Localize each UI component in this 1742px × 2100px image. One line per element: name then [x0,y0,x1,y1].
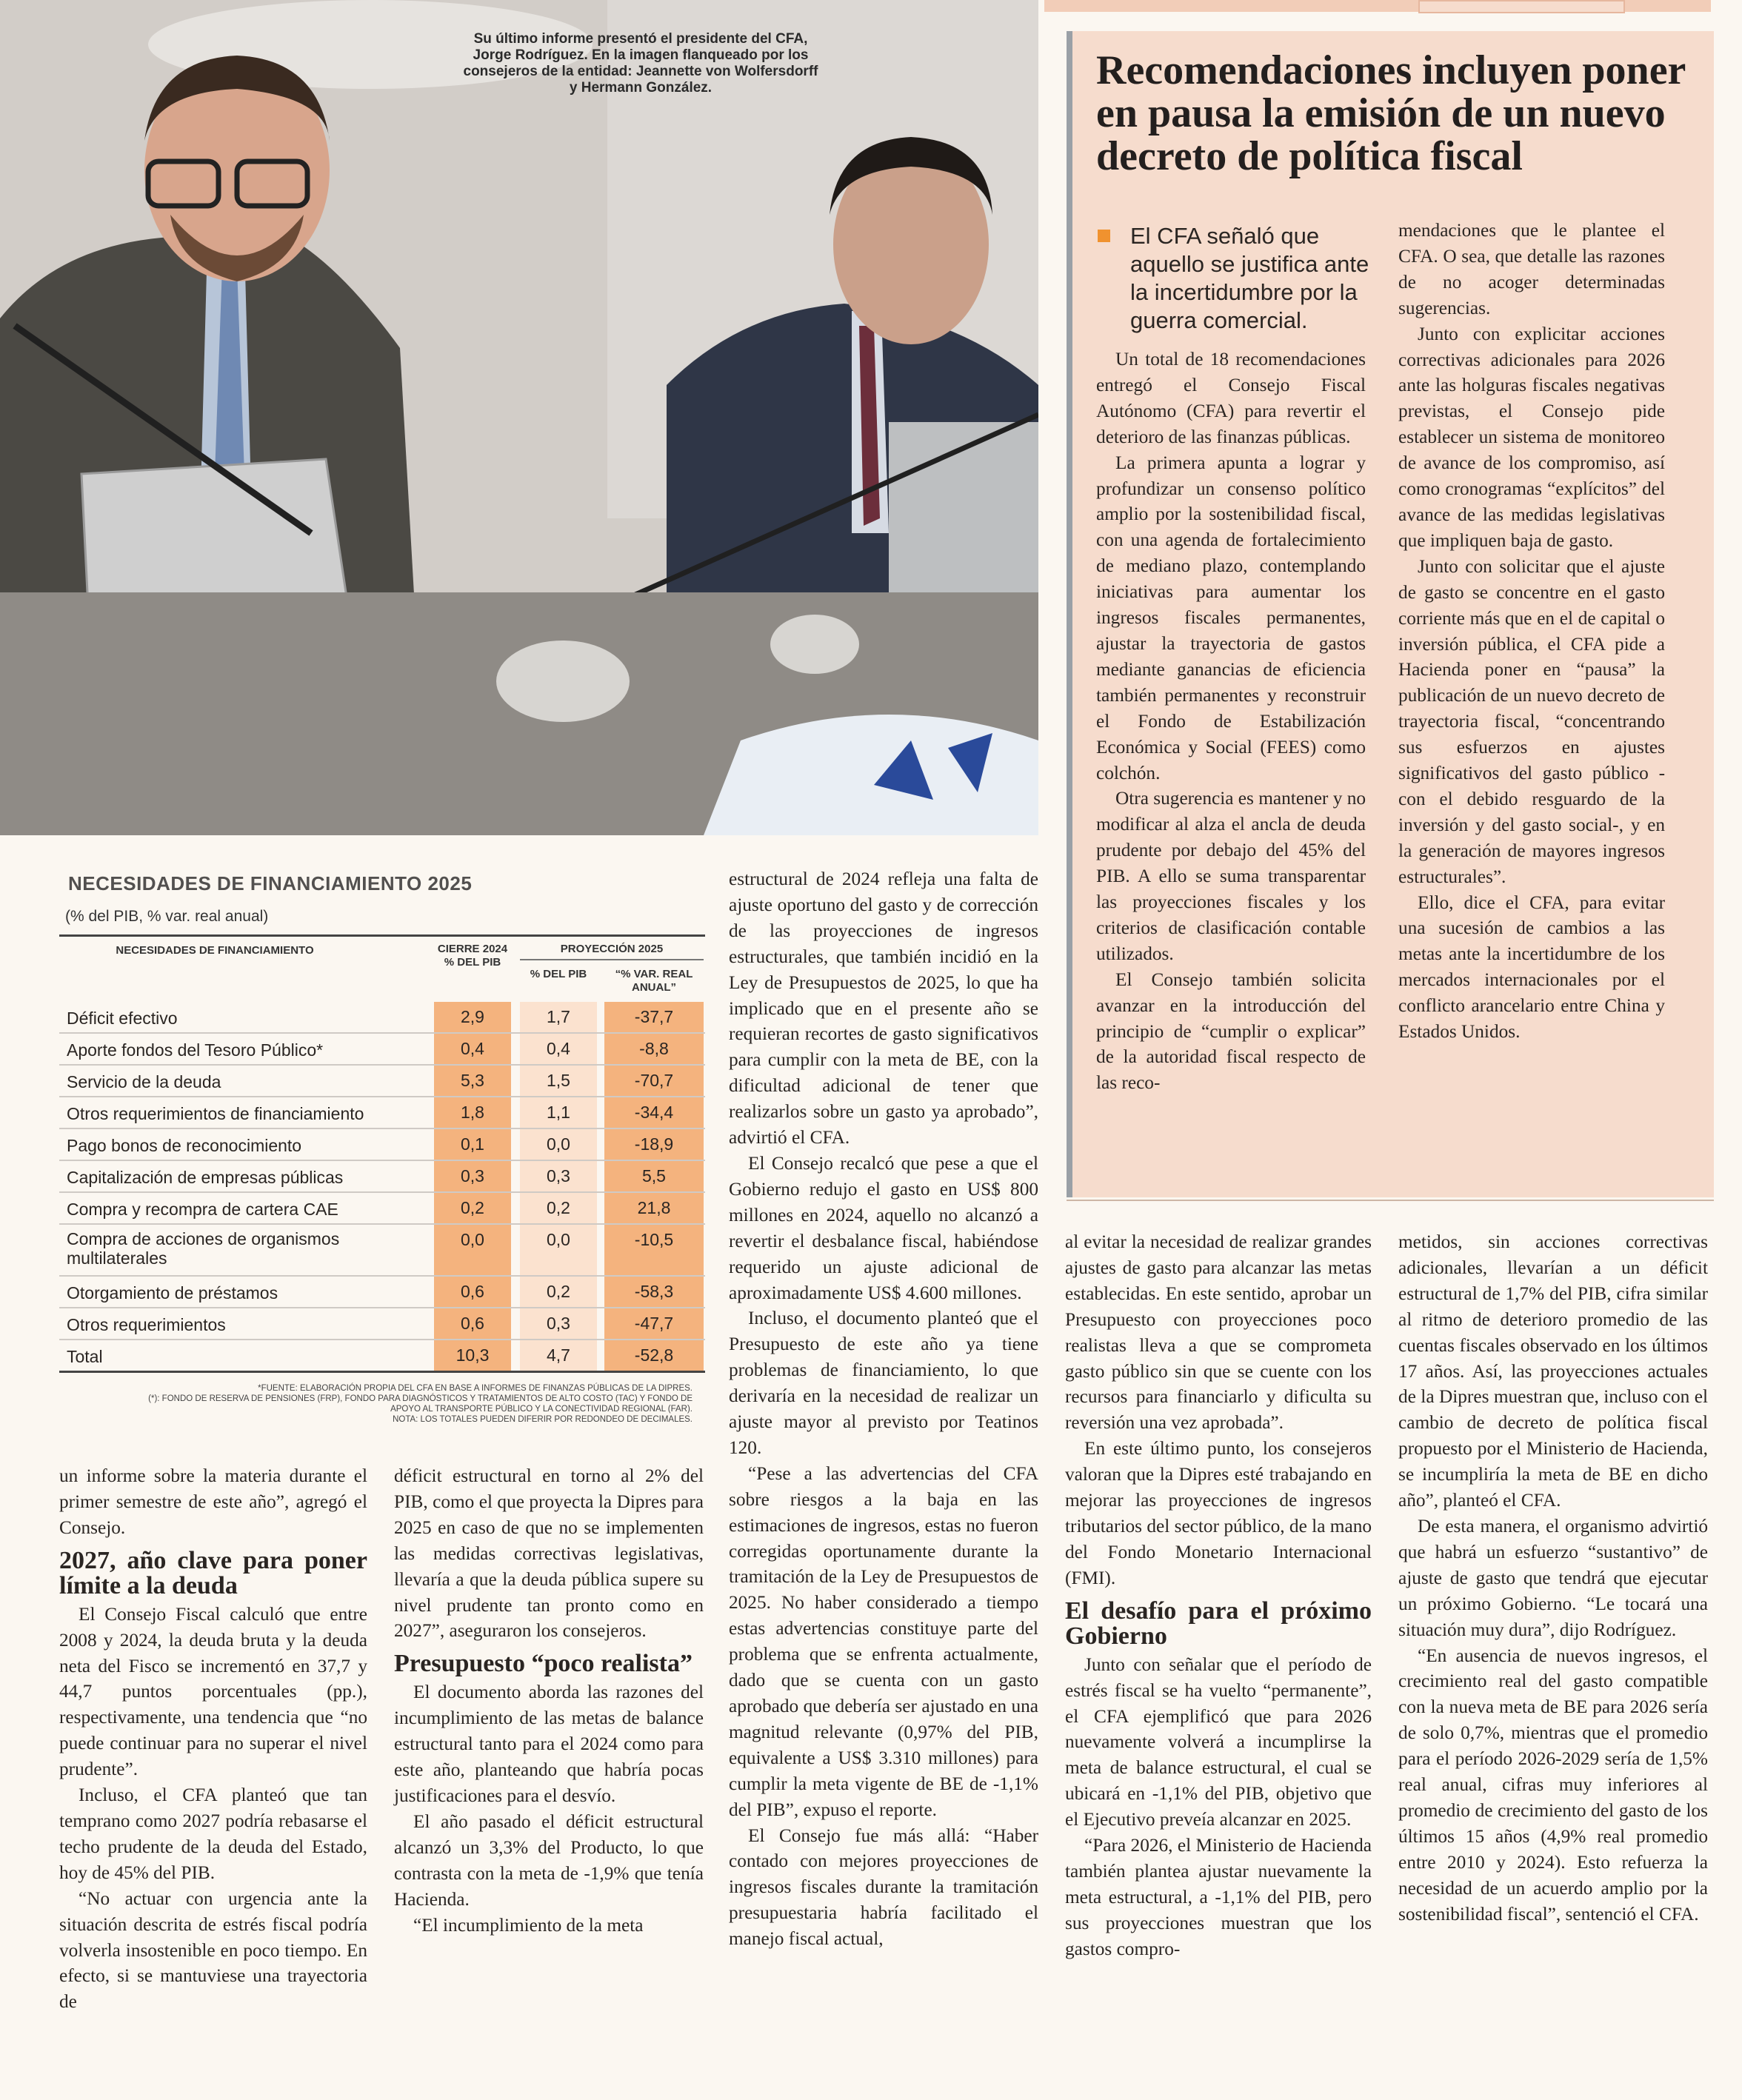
article-column-5 [1398,1229,1708,1927]
row-label: Pago bonos de reconocimiento [67,1136,302,1155]
table-row [59,1097,705,1129]
paragraph: La primera apunta a lograr y profundizar un consenso político amplio por la sostenibilidad fiscal, con una agenda de fortalecimiento de mediano plazo, contemplando iniciativas para aumentar los ingresos fiscales permanentes, ajustar la trayectoria de gastos mediante ganancias de eficiencia también permanentes y reconstruir el Fondo de Estabilización Económica y Social (FEES) como colchón. [1096,452,1366,783]
paragraph: Ello, dice el CFA, para evitar una sucesión de cambios a las metas ante la incertidumbre de los mercados internacionales por el conflicto arancelario entre China y Estados Unidos. [1398,892,1665,1043]
article-column-2 [394,1463,704,1938]
cell-pib: 0,4 [520,1034,597,1064]
table-title: NECESIDADES DE FINANCIAMIENTO 2025 [68,872,473,894]
cell-var: -8,8 [604,1034,704,1064]
cell-var: -18,9 [604,1129,704,1160]
paragraph: Incluso, el documento planteó que el Presupuesto de este año ya tiene problemas de financiamiento, lo que derivaría en la necesidad de realizar un ajuste mayor al previsto por Teatinos 120. [729,1308,1038,1458]
cell-var: -37,7 [604,1002,704,1032]
cell-var: -34,4 [604,1097,704,1128]
cell-var: -70,7 [604,1066,704,1096]
article-column-4 [1065,1229,1372,1962]
paragraph: “En ausencia de nuevos ingresos, el crecimiento real del gasto compatible con la nueva meta de BE para 2026 sería de solo 0,7%, mientras que el promedio para el período 2026-2029 sería de 1,5% real anual, cifras muy inferiores al promedio de crecimiento del gasto de los últimos 15 años (4,9% real promedio entre 2010 y 2024). Esto refuerza la necesidad de un acuerdo amplio por la sostenibilidad fiscal”, sentenció el CFA. [1398,1645,1708,1925]
paragraph: El Consejo recalcó que pese a que el Gobierno redujo el gasto en US$ 800 millones en 2024, aquello no alcanzó a revertir el desbalance fiscal, habiéndose requerido un ajuste adicional de aproximadamente US$ 4.600 millones. [729,1152,1038,1303]
header-var: “% VAR. REAL ANUAL” [615,968,693,994]
table-body [59,1002,705,1373]
paragraph: Junto con solicitar que el ajuste de gasto se concentre en el gasto corriente más que en el de capital o inversión pública, el CFA pide a Hacienda poner en “pausa” la publicación de un nuevo decreto de trayectoria fiscal, “concentrando sus esfuerzos en ajustes significativos del gasto público -con el debido resguardo de la inversión y del gasto social-, y en la generación de mayores ingresos estructurales”. [1398,555,1665,887]
sidebar-divider [1067,1200,1714,1201]
cell-pib: 0,2 [520,1193,597,1223]
table-row [59,1066,705,1097]
row-label: Capitalización de empresas públicas [67,1168,344,1187]
article-column-1 [59,1463,367,2015]
paragraph: El Consejo también solicita avanzar en la introducción del principio de “cumplir o explicar” de la autoridad fiscal respecto de las reco- [1096,969,1366,1094]
cell-pib: 4,7 [520,1340,597,1371]
row-label: Aporte fondos del Tesoro Público* [67,1040,324,1060]
cell-cierre: 0,2 [434,1193,511,1223]
subheading: El desafío para el próximo Gobierno [1065,1596,1372,1650]
paragraph: Otra sugerencia es mantener y no modificar al alza el ancla de deuda prudente por debajo del 45% del PIB. A ello se suma transparentar las proyecciones fiscales y los criterios de clasificación contable utilizados. [1096,788,1366,964]
table-note: (*): FONDO DE RESERVA DE PENSIONES (FRP), FONDO PARA DIAGNÓSTICOS Y TRATAMIENTOS DE ALTO COSTO (TAC) Y FONDO DE APOYO AL TRANSPORTE PÚBLICO Y LA CONECTIVIDAD REGIONAL (FAR). [148,1394,693,1414]
sidebar-column-1 [1096,347,1366,1096]
paragraph: un informe sobre la materia durante el primer semestre de este año”, agregó el Consejo. [59,1465,367,1538]
sidebar-lead-text: El CFA señaló que aquello se justifica ante la incertidumbre por la guerra comercial. [1130,223,1369,333]
header-proyeccion: PROYECCIÓN 2025 [520,943,704,960]
paragraph: De esta manera, el organismo advirtió que habrá un esfuerzo “sustantivo” de ajuste de gasto que tendrá que ejecutar un próximo Gobierno. “Le tocará una situación muy dura”, dijo Rodríguez. [1398,1515,1708,1640]
paragraph: Junto con señalar que el período de estrés fiscal se ha vuelto “permanente”, el CFA ejemplificó que para 2026 nuevamente volverá a incumplirse la meta de balance estructural, el cual se ubicará en -1,1% del PIB, objetivo que el Ejecutivo preveía alcanzar en 2025. [1065,1653,1372,1830]
row-label: Compra de acciones de organismos multilaterales [67,1229,340,1268]
subheading: Presupuesto “poco realista” [394,1650,693,1678]
table-subtitle: (% del PIB, % var. real anual) [65,908,269,925]
paragraph: al evitar la necesidad de realizar grandes ajustes de gasto para alcanzar las metas establecidas. En este sentido, aprobar un Presupuesto con proyecciones poco realistas lleva a que se comprometa gasto público sin que se cuente con los recursos para financiarlo y dificulta su reversión una vez aprobada”. [1065,1231,1372,1434]
cell-cierre: 0,1 [434,1129,511,1160]
table-row [59,1340,705,1373]
header-pib: % DEL PIB [530,968,587,980]
cell-pib: 0,3 [520,1161,597,1191]
paragraph: Incluso, el CFA planteó que tan temprano como 2027 podría rebasarse el techo prudente de la deuda del Estado, hoy de 45% del PIB. [59,1785,367,1883]
cell-cierre: 2,9 [434,1002,511,1032]
cell-pib: 1,1 [520,1097,597,1128]
financing-table [59,934,705,1373]
paragraph: “El incumplimiento de la meta [413,1914,644,1936]
sidebar-lead [1098,222,1379,335]
paragraph: déficit estructural en torno al 2% del PIB, como el que proyecta la Dipres para 2025 en caso de que no se implementen las medidas correctivas legislativas, llevaría a que la deuda pública supere su nivel prudente tan pronto como en 2027”, aseguraron los consejeros. [394,1465,704,1642]
row-label: Otorgamiento de préstamos [67,1283,278,1303]
cell-cierre: 0,0 [434,1225,511,1275]
cell-var: -10,5 [604,1225,704,1275]
paragraph: El Consejo Fiscal calculó que entre 2008 y 2024, la deuda bruta y la deuda neta del Fisco se incrementó en 37,7 y 44,7 puntos porcentuales (pp.), respectivamente, una tendencia que “no puede continuar para no superar el nivel prudente”. [59,1603,367,1780]
photo-illustration [0,0,1038,835]
cell-pib: 1,7 [520,1002,597,1032]
article-column-3 [729,866,1038,1952]
paragraph: El año pasado el déficit estructural alcanzó un 3,3% del Producto, lo que contrasta con la meta de -1,9% que tenía Hacienda. [394,1810,704,1910]
row-label: Déficit efectivo [67,1009,178,1028]
news-photo [0,0,1038,835]
table-row [59,1308,705,1340]
paragraph: El Consejo fue más allá: “Haber contado con mejores proyecciones de ingresos fiscales durante la tramitación presupuestaria habría facilitado el manejo fiscal actual, [729,1825,1038,1950]
cell-pib: 1,5 [520,1066,597,1096]
bullet-square-icon [1098,230,1110,242]
cell-var: 21,8 [604,1193,704,1223]
photo-caption: Su último informe presentó el presidente del CFA, Jorge Rodríguez. En la imagen flanqueado por los consejeros de la entidad: Jeannette von Wolfersdorff y Hermann González. [463,31,818,96]
paragraph: “Para 2026, el Ministerio de Hacienda también plantea ajustar nuevamente la meta estructural, a -1,1% del PIB, pero sus proyecciones muestran que los gastos compro- [1065,1835,1372,1959]
table-row [59,1193,705,1225]
table-note: NOTA: LOS TOTALES PUEDEN DIFERIR POR REDONDEO DE DECIMALES. [393,1415,693,1424]
sidebar-headline: Recomendaciones incluyen poner en pausa la emisión de un nuevo decreto de política fiscal [1096,47,1686,179]
table-row [59,1002,705,1034]
table-row [59,1277,705,1308]
cell-cierre: 0,3 [434,1161,511,1191]
cell-var: -47,7 [604,1308,704,1339]
cell-cierre: 1,8 [434,1097,511,1128]
cell-pib: 0,3 [520,1308,597,1339]
cell-pib: 0,0 [520,1129,597,1160]
table-row [59,1161,705,1193]
cell-cierre: 10,3 [434,1340,511,1371]
top-color-tab [1418,0,1625,13]
table-notes [119,1383,693,1425]
row-label: Otros requerimientos [67,1315,226,1334]
sidebar-column-2 [1398,218,1665,1045]
paragraph: Un total de 18 recomendaciones entregó el Consejo Fiscal Autónomo (CFA) para revertir el deterioro de las finanzas públicas. [1096,349,1366,447]
table-row [59,1129,705,1161]
paragraph: “Pese a las advertencias del CFA sobre riesgos a la baja en las estimaciones de ingresos, estas no fueron corregidas oportunamente durante la tramitación de la Ley de Presupuestos de 2025. No haber considerado a tiempo estas advertencias constituye parte del problema que se enfrenta actualmente, dado que se cuenta con un gasto aprobado que debería ser ajustado en una magnitud relevante (0,97% del PIB, equivalente a US$ 3.310 millones) para cumplir la meta vigente de BE de -1,1% del PIB”, expuso el reporte. [729,1462,1038,1820]
paragraph: metidos, sin acciones correctivas adicionales, llevarían a un déficit estructural de 1,7% del PIB, cifra similar al ritmo de deterioro promedio de las cuentas fiscales observado en los últimos 17 años. Así, las proyecciones actuales de la Dipres muestran que, incluso con el cambio de decreto de política fiscal propuesto por el Ministerio de Hacienda, se incumpliría la meta de BE en dicho año”, planteó el CFA. [1398,1231,1708,1511]
cell-cierre: 0,6 [434,1277,511,1307]
row-label: Servicio de la deuda [67,1072,221,1091]
cell-cierre: 5,3 [434,1066,511,1096]
paragraph: estructural de 2024 refleja una falta de ajuste oportuno del gasto y de corrección de las proyecciones de ingresos estructurales, que también incidió en la Ley de Presupuestos de 2025, lo que ha implicado que en el presente año se requieran recortes de gasto significativos para cumplir con la meta de BE, con la dificultad adicional de tener que realizarlos sobre un gasto ya aprobado”, advirtió el CFA. [729,869,1038,1148]
cell-pib: 0,0 [520,1225,597,1275]
table-note: *FUENTE: ELABORACIÓN PROPIA DEL CFA EN BASE A INFORMES DE FINANZAS PÚBLICAS DE LA DIPRES. [258,1384,693,1393]
paragraph: El documento aborda las razones del incumplimiento de las metas de balance estructural tanto para el 2024 como para este año, planteando que habría pocas justificaciones para el desvío. [394,1682,704,1806]
row-label: Compra y recompra de cartera CAE [67,1200,338,1219]
cell-pib: 0,2 [520,1277,597,1307]
table-header [59,934,705,1002]
row-label: Total [67,1347,103,1366]
paragraph: Junto con explicitar acciones correctivas adicionales para 2026 ante las holguras fiscales negativas previstas, el Consejo pide establecer un sistema de monitoreo de avance de los compromiso, así como cronogramas “explícitos” del avance de las medidas legislativas que impliquen baja de gasto. [1398,323,1665,551]
header-concept: NECESIDADES DE FINANCIAMIENTO [116,944,314,957]
cell-cierre: 0,6 [434,1308,511,1339]
paragraph: mendaciones que le plantee el CFA. O sea, que detalle las razones de no acoger determinadas sugerencias. [1398,220,1665,318]
cell-var: 5,5 [604,1161,704,1191]
subheading: 2027, año clave para poner límite a la deuda [59,1546,367,1599]
row-label: Otros requerimientos de financiamiento [67,1104,364,1123]
cell-var: -52,8 [604,1340,704,1371]
header-cierre: CIERRE 2024 % DEL PIB [437,943,508,969]
paragraph: En este último punto, los consejeros valoran que la Dipres esté trabajando en mejorar las proyecciones de ingresos tributarios del sector público, de la mano del Fondo Monetario Internacional (FMI). [1065,1438,1372,1588]
table-row [59,1034,705,1066]
cell-cierre: 0,4 [434,1034,511,1064]
table-row [59,1225,705,1277]
paragraph: “No actuar con urgencia ante la situación descrita de estrés fiscal podría volverla insostenible en poco tiempo. En efecto, si se mantuviese una trayectoria de [59,1887,367,2013]
cell-var: -58,3 [604,1277,704,1307]
